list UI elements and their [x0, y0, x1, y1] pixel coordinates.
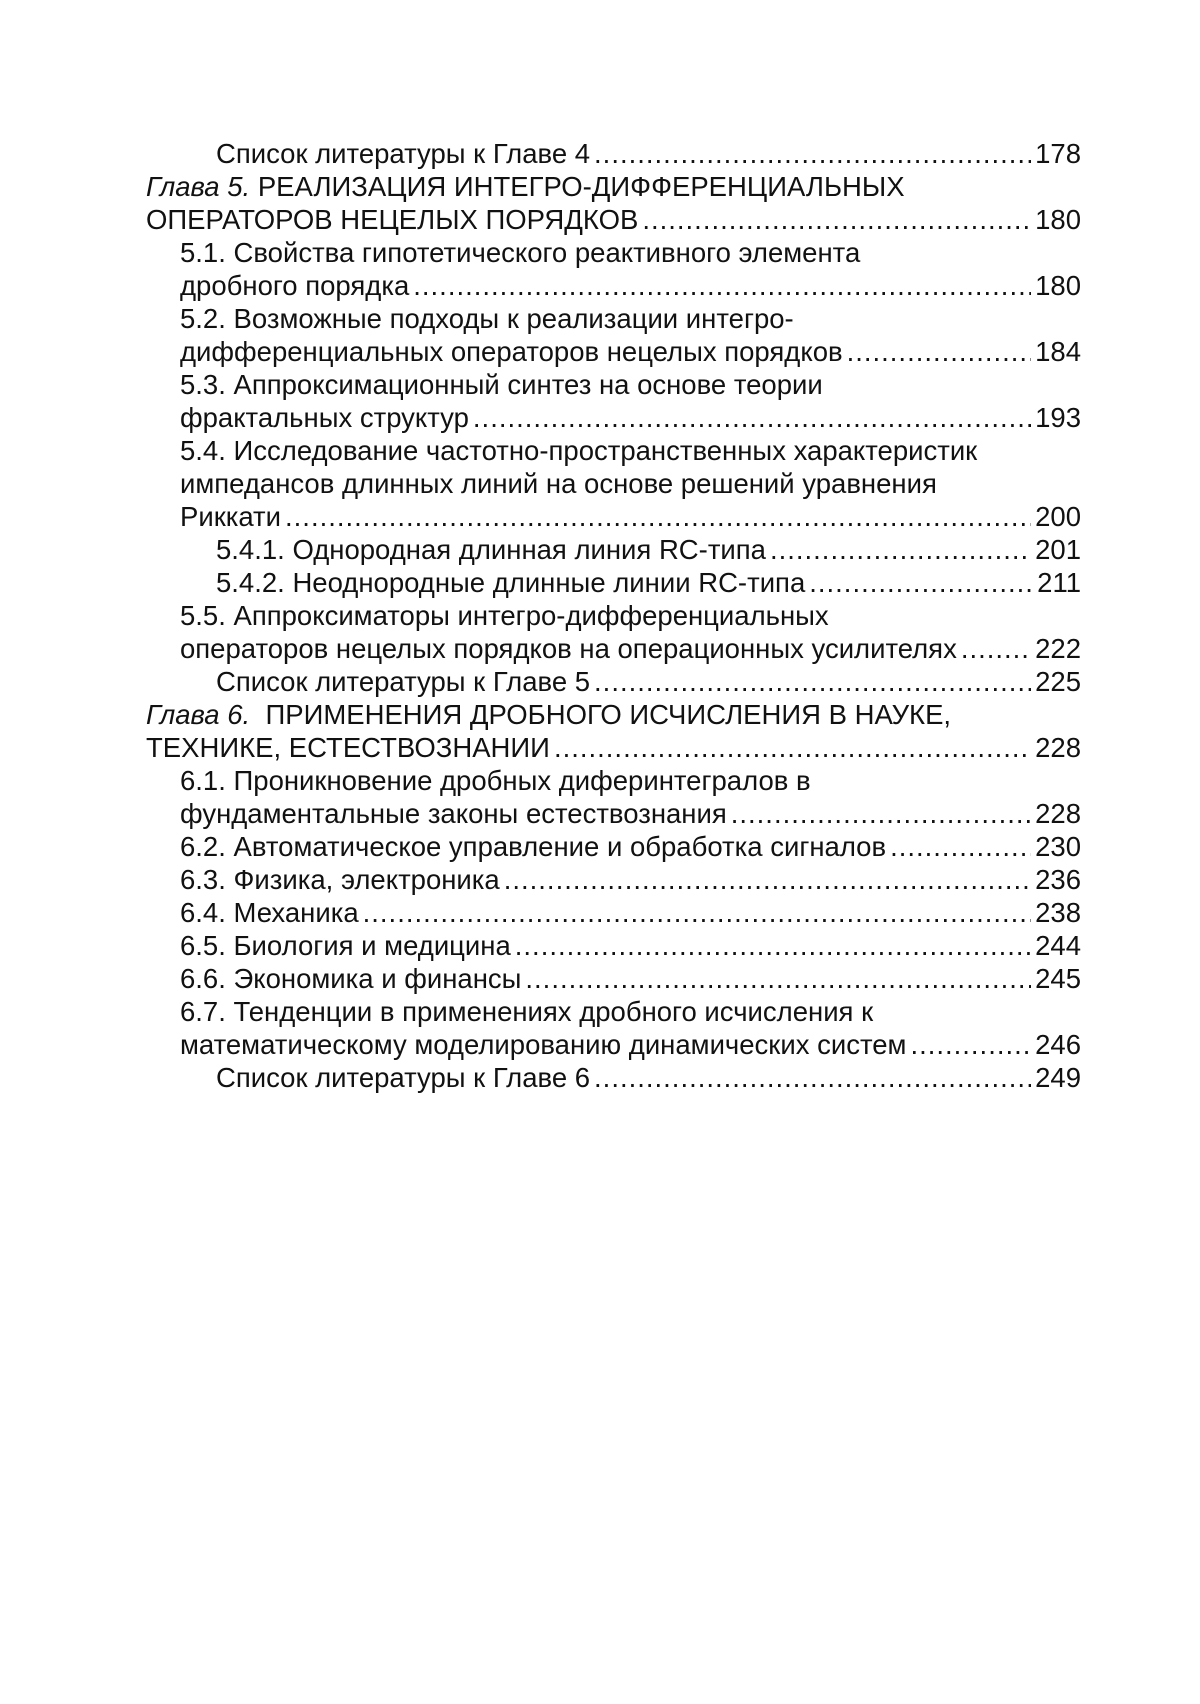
- dot-leader: [413, 269, 1031, 302]
- toc-entry-title: 6.4. Механика: [180, 897, 359, 928]
- toc-page-number: 236: [1035, 864, 1081, 895]
- toc-entry-subsection-5-4-2[interactable]: [146, 566, 1081, 599]
- dot-leader: [525, 962, 1031, 995]
- toc-page-number: 225: [1035, 666, 1081, 697]
- dot-leader: [731, 797, 1031, 830]
- toc-entry-title-line1: 5.2. Возможные подходы к реализации интегро-: [180, 303, 794, 334]
- toc-entry-title-line1: 6.7. Тенденции в применениях дробного исчисления к: [180, 996, 874, 1027]
- toc-entry-title: 6.3. Физика, электроника: [180, 864, 500, 895]
- toc-entry-title-line1: РЕАЛИЗАЦИЯ ИНТЕГРО-ДИФФЕРЕНЦИАЛЬНЫХ: [250, 171, 905, 202]
- dot-leader: [554, 731, 1031, 764]
- toc-entry-section-5-3[interactable]: [146, 368, 1081, 434]
- toc-entry-title: Список литературы к Главе 5: [216, 666, 591, 697]
- toc-page-number: 228: [1035, 732, 1081, 763]
- toc-entry-section-6-6[interactable]: [146, 962, 1081, 995]
- toc-entry-title: Список литературы к Главе 4: [216, 138, 591, 169]
- toc-entry-title: Список литературы к Главе 6: [216, 1062, 591, 1093]
- toc-page-number: 178: [1035, 138, 1081, 169]
- chapter-prefix: Глава 6.: [146, 699, 251, 730]
- toc-entry-chapter-5[interactable]: [146, 170, 1081, 236]
- toc-entry-title-line2: фрактальных структур: [180, 402, 469, 433]
- toc-page-number: 201: [1035, 534, 1081, 565]
- toc-page-number: 180: [1035, 204, 1081, 235]
- toc-page-number: 230: [1035, 831, 1081, 862]
- toc-page-number: 184: [1035, 336, 1081, 367]
- dot-leader: [594, 665, 1031, 698]
- toc-entry-title-line2: импедансов длинных линий на основе решений уравнения: [180, 468, 937, 499]
- toc-entry-section-5-4[interactable]: [146, 434, 1081, 533]
- dot-leader: [594, 137, 1031, 170]
- dot-leader: [890, 830, 1031, 863]
- dot-leader: [809, 566, 1033, 599]
- dot-leader: [594, 1061, 1031, 1094]
- toc-entry-title-line1: 5.3. Аппроксимационный синтез на основе теории: [180, 369, 823, 400]
- dot-leader: [504, 863, 1031, 896]
- toc-entry-title-line2: математическому моделированию динамических систем: [180, 1029, 907, 1060]
- toc-entry-title-line2: дробного порядка: [180, 270, 410, 301]
- dot-leader: [961, 632, 1031, 665]
- toc-entry-title-line1: 5.1. Свойства гипотетического реактивного элемента: [180, 237, 861, 268]
- toc-page-number: 245: [1035, 963, 1081, 994]
- toc-entry-section-5-5[interactable]: [146, 599, 1081, 665]
- dot-leader: [642, 203, 1031, 236]
- table-of-contents: [146, 137, 1081, 1094]
- toc-entry-title-line1: ПРИМЕНЕНИЯ ДРОБНОГО ИСЧИСЛЕНИЯ В НАУКЕ,: [250, 699, 952, 730]
- dot-leader: [847, 335, 1032, 368]
- toc-entry-title-line2: дифференциальных операторов нецелых порядков: [180, 336, 843, 367]
- toc-entry-title: 5.4.1. Однородная длинная линия RC-типа: [216, 534, 766, 565]
- toc-entry-title-line2: операторов нецелых порядков на операционных усилителях: [180, 633, 957, 664]
- toc-entry-title: 6.2. Автоматическое управление и обработка сигналов: [180, 831, 887, 862]
- toc-entry-title-line2: фундаментальные законы естествознания: [180, 798, 727, 829]
- dot-leader: [285, 500, 1031, 533]
- dot-leader: [770, 533, 1031, 566]
- chapter-prefix: Глава 5.: [146, 171, 251, 202]
- toc-page-number: 222: [1035, 633, 1081, 664]
- toc-entry-subsection-5-4-1[interactable]: [146, 533, 1081, 566]
- toc-entry-chapter-6[interactable]: [146, 698, 1081, 764]
- toc-page-number: 180: [1035, 270, 1081, 301]
- toc-entry-section-5-2[interactable]: [146, 302, 1081, 368]
- toc-page-number: 193: [1035, 402, 1081, 433]
- toc-page-number: 200: [1035, 501, 1081, 532]
- toc-entry-title-line1: 5.5. Аппроксиматоры интегро-дифференциальных: [180, 600, 829, 631]
- toc-page-number: 211: [1037, 567, 1081, 598]
- toc-entry-references-ch4[interactable]: [146, 137, 1081, 170]
- toc-entry-title: 6.5. Биология и медицина: [180, 930, 511, 961]
- toc-page-number: 244: [1035, 930, 1081, 961]
- toc-entry-references-ch6[interactable]: [146, 1061, 1081, 1094]
- toc-entry-section-6-2[interactable]: [146, 830, 1081, 863]
- toc-entry-title: 6.6. Экономика и финансы: [180, 963, 522, 994]
- toc-page-number: 238: [1035, 897, 1081, 928]
- toc-entry-section-6-3[interactable]: [146, 863, 1081, 896]
- toc-entry-title-line1: 5.4. Исследование частотно-пространственных характеристик: [180, 435, 978, 466]
- toc-entry-title-line3: Риккати: [180, 501, 282, 532]
- toc-page-number: 228: [1035, 798, 1081, 829]
- toc-entry-title: 5.4.2. Неоднородные длинные линии RC-типа: [216, 567, 806, 598]
- dot-leader: [515, 929, 1031, 962]
- toc-entry-references-ch5[interactable]: [146, 665, 1081, 698]
- dot-leader: [363, 896, 1031, 929]
- toc-entry-section-6-7[interactable]: [146, 995, 1081, 1061]
- toc-entry-title-line2: ОПЕРАТОРОВ НЕЦЕЛЫХ ПОРЯДКОВ: [146, 204, 639, 235]
- dot-leader: [473, 401, 1031, 434]
- toc-entry-section-6-4[interactable]: [146, 896, 1081, 929]
- toc-entry-section-5-1[interactable]: [146, 236, 1081, 302]
- toc-page-number: 249: [1035, 1062, 1081, 1093]
- toc-entry-title-line2: ТЕХНИКЕ, ЕСТЕСТВОЗНАНИИ: [146, 732, 550, 763]
- toc-entry-title-line1: 6.1. Проникновение дробных диферинтегралов в: [180, 765, 811, 796]
- dot-leader: [910, 1028, 1031, 1061]
- toc-page-number: 246: [1035, 1029, 1081, 1060]
- toc-entry-section-6-5[interactable]: [146, 929, 1081, 962]
- toc-entry-section-6-1[interactable]: [146, 764, 1081, 830]
